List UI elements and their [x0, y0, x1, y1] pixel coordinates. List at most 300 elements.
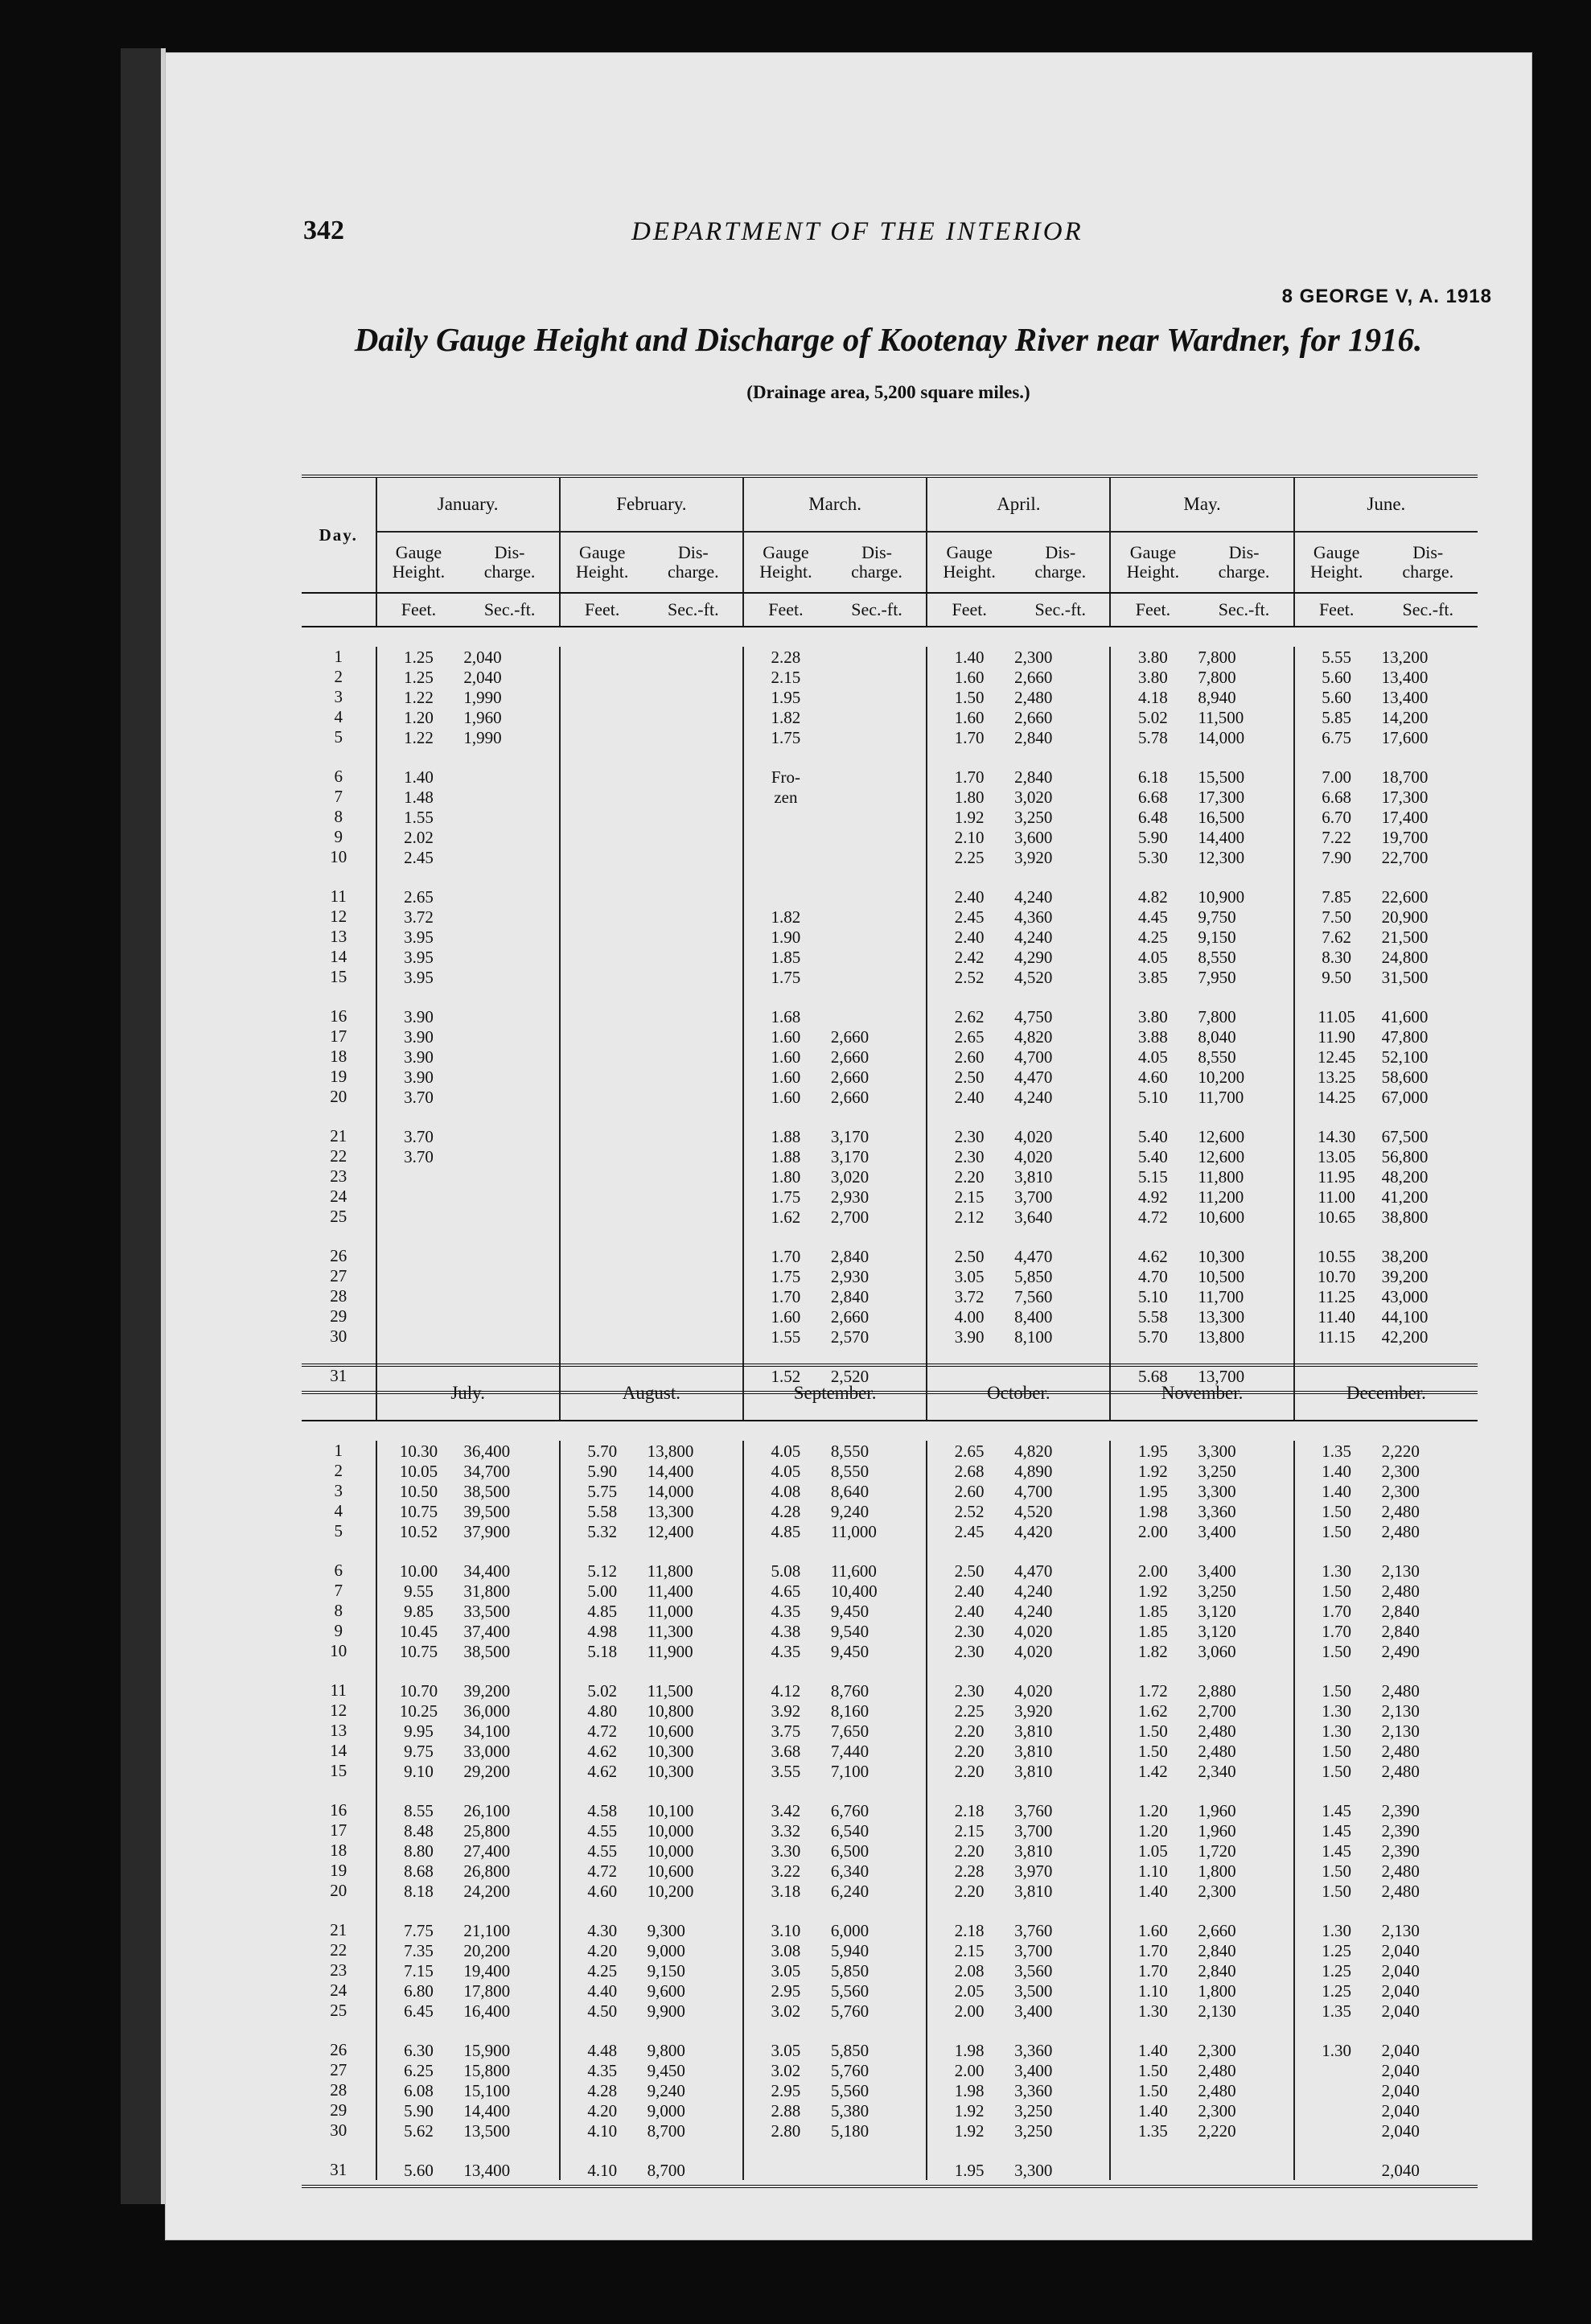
- gauge-height-cell: 7.22: [1294, 827, 1379, 847]
- day-number: 26: [330, 1246, 347, 1265]
- gauge-height-cell: 4.60: [560, 1881, 644, 1901]
- gauge-height-cell: [560, 667, 644, 687]
- discharge-cell: 2,480: [1198, 2060, 1236, 2080]
- month-header: June.: [1294, 478, 1478, 532]
- discharge-cell: 5,180: [830, 2120, 870, 2141]
- gauge-height-cell: 2.25: [927, 847, 1011, 867]
- gauge-height-cell: 1.55: [376, 807, 461, 827]
- discharge-cell: 2,040: [1381, 2040, 1420, 2060]
- gauge-height-cell: [560, 1126, 644, 1146]
- gauge-height-cell: 9.10: [376, 1761, 461, 1781]
- gauge-height-cell: 6.08: [376, 2080, 461, 2100]
- gauge-height-cell: [1110, 2160, 1194, 2180]
- gauge-height-cell: 9.55: [376, 1581, 461, 1601]
- gauge-height-cell: 1.70: [927, 767, 1011, 787]
- gauge-height-label-2: Height.: [576, 561, 629, 582]
- table-jul-dec: [302, 1364, 1478, 2188]
- gauge-height-cell: 2.30: [927, 1641, 1011, 1661]
- day-number: 10: [330, 1641, 347, 1660]
- month-header: July.: [376, 1367, 560, 1421]
- day-number: 31: [330, 1366, 347, 1385]
- day-number: 19: [330, 1861, 347, 1880]
- discharge-cell: 2,480: [1381, 1861, 1420, 1881]
- discharge-label-2: charge.: [1402, 561, 1454, 582]
- gauge-height-cell: 3.95: [376, 927, 461, 947]
- gauge-height-cell: 1.10: [1110, 1981, 1194, 2001]
- discharge-cell: 10,600: [1198, 1207, 1245, 1227]
- discharge-cell: 2,660: [1198, 1920, 1236, 1940]
- discharge-cell: 3,640: [1014, 1207, 1053, 1227]
- gauge-height-cell: 6.30: [376, 2040, 461, 2060]
- discharge-cell: 25,800: [463, 1820, 511, 1841]
- gauge-height-header: [1110, 532, 1194, 593]
- discharge-cell: 29,200: [463, 1761, 511, 1781]
- gauge-height-cell: 4.72: [560, 1721, 644, 1741]
- table-row: [302, 1461, 1478, 1481]
- gauge-height-cell: 2.88: [743, 2100, 828, 2120]
- discharge-cell: [460, 1146, 559, 1166]
- discharge-cell: 2,300: [1381, 1481, 1420, 1501]
- gauge-height-cell: [560, 727, 644, 747]
- gauge-height-cell: 4.58: [560, 1800, 644, 1820]
- discharge-cell: 5,850: [1014, 1266, 1053, 1286]
- day-number: 21: [330, 1126, 347, 1146]
- day-number: 22: [330, 1146, 347, 1166]
- gauge-height-cell: 2.65: [927, 1026, 1011, 1047]
- gauge-height-cell: [560, 1286, 644, 1306]
- discharge-cell: 4,470: [1014, 1561, 1053, 1581]
- gauge-height-cell: 1.98: [1110, 1501, 1194, 1521]
- discharge-cell: 14,200: [1381, 707, 1429, 727]
- day-number: 2: [334, 667, 343, 686]
- gauge-height-cell: 2.28: [743, 647, 828, 667]
- gauge-height-header: [743, 532, 828, 593]
- discharge-cell: 2,480: [1381, 1761, 1420, 1781]
- discharge-label-1: Dis-: [1045, 542, 1076, 562]
- gauge-height-cell: 1.40: [927, 647, 1011, 667]
- discharge-cell: 19,700: [1381, 827, 1429, 847]
- gauge-height-cell: 8.30: [1294, 947, 1379, 967]
- day-number: 26: [330, 2040, 347, 2059]
- gauge-height-cell: 9.50: [1294, 967, 1379, 987]
- discharge-cell: 8,550: [830, 1441, 870, 1461]
- discharge-cell: 9,450: [647, 2060, 685, 2080]
- discharge-cell: [828, 787, 927, 807]
- gauge-height-cell: 1.35: [1294, 2001, 1379, 2021]
- gauge-height-cell: 3.32: [743, 1820, 828, 1841]
- table-row: [302, 707, 1478, 727]
- gauge-height-cell: 2.65: [927, 1441, 1011, 1461]
- gauge-height-cell: [560, 1306, 644, 1327]
- discharge-cell: 2,220: [1381, 1441, 1420, 1461]
- discharge-cell: [460, 1246, 559, 1266]
- gauge-height-cell: 3.68: [743, 1741, 828, 1761]
- table-row: [302, 1920, 1478, 1940]
- discharge-cell: 8,040: [1198, 1026, 1236, 1047]
- gauge-height-cell: [560, 1207, 644, 1227]
- gauge-height-cell: [560, 927, 644, 947]
- gauge-height-cell: 11.05: [1294, 1006, 1379, 1026]
- gauge-height-cell: 3.18: [743, 1881, 828, 1901]
- discharge-header: [1194, 532, 1293, 593]
- gauge-height-cell: 1.60: [743, 1067, 828, 1087]
- gauge-height-cell: 5.70: [1110, 1327, 1194, 1347]
- gauge-height-cell: 10.00: [376, 1561, 461, 1581]
- discharge-cell: 5,850: [830, 2040, 870, 2060]
- discharge-cell: [460, 767, 559, 787]
- table-row: [302, 947, 1478, 967]
- gauge-height-cell: 10.25: [376, 1701, 461, 1721]
- discharge-cell: 2,480: [1381, 1881, 1420, 1901]
- discharge-cell: 12,400: [647, 1521, 694, 1541]
- discharge-cell: 16,400: [463, 2001, 511, 2021]
- gauge-height-cell: 1.95: [1110, 1481, 1194, 1501]
- discharge-cell: 2,840: [1198, 1960, 1236, 1981]
- gauge-height-cell: 1.50: [1294, 1881, 1379, 1901]
- gauge-height-cell: 6.25: [376, 2060, 461, 2080]
- discharge-cell: 3,810: [1014, 1741, 1053, 1761]
- table-row: [302, 907, 1478, 927]
- discharge-cell: 4,700: [1014, 1481, 1053, 1501]
- discharge-cell: [828, 687, 927, 707]
- table-row: [302, 1266, 1478, 1286]
- gauge-height-cell: 3.30: [743, 1841, 828, 1861]
- discharge-cell: 38,500: [463, 1641, 511, 1661]
- discharge-cell: 8,400: [1014, 1306, 1053, 1327]
- gauge-height-cell: 5.40: [1110, 1126, 1194, 1146]
- discharge-cell: 3,060: [1198, 1641, 1236, 1661]
- gauge-height-cell: 7.00: [1294, 767, 1379, 787]
- gauge-height-cell: [560, 1187, 644, 1207]
- gauge-height-cell: 4.10: [560, 2160, 644, 2180]
- gauge-height-cell: 2.15: [927, 1187, 1011, 1207]
- table-row: [302, 2080, 1478, 2100]
- day-number: 9: [334, 827, 343, 846]
- discharge-cell: 14,400: [1198, 827, 1245, 847]
- month-header: February.: [560, 478, 743, 532]
- gauge-height-cell: 4.25: [560, 1960, 644, 1981]
- discharge-cell: 2,040: [463, 647, 502, 667]
- discharge-cell: [644, 1266, 743, 1286]
- table-jan-jun: [302, 475, 1478, 1394]
- discharge-cell: 9,450: [830, 1641, 870, 1661]
- gauge-height-cell: [560, 907, 644, 927]
- discharge-cell: [460, 1286, 559, 1306]
- table-row: [302, 1006, 1478, 1026]
- day-number: 22: [330, 1940, 347, 1960]
- gauge-height-cell: 1.20: [376, 707, 461, 727]
- discharge-cell: 17,800: [463, 1981, 511, 2001]
- discharge-cell: [1194, 2160, 1293, 2180]
- gauge-height-cell: 1.92: [927, 807, 1011, 827]
- gauge-height-cell: 4.98: [560, 1621, 644, 1641]
- gauge-height-cell: Fro-: [743, 767, 828, 787]
- gauge-height-cell: 8.80: [376, 1841, 461, 1861]
- gauge-height-cell: 3.72: [376, 907, 461, 927]
- session-mark: 8 GEORGE V, A. 1918: [1281, 286, 1492, 307]
- discharge-cell: [828, 807, 927, 827]
- month-header: March.: [743, 478, 927, 532]
- discharge-cell: [828, 827, 927, 847]
- discharge-cell: 7,800: [1198, 667, 1236, 687]
- gauge-height-cell: 5.55: [1294, 647, 1379, 667]
- discharge-cell: 8,550: [1198, 947, 1236, 967]
- table-row: [302, 927, 1478, 947]
- unit-sec-ft: Sec.-ft.: [1011, 593, 1110, 627]
- gauge-height-cell: 2.20: [927, 1721, 1011, 1741]
- discharge-cell: [460, 1067, 559, 1087]
- discharge-cell: [828, 907, 927, 927]
- gauge-height-cell: 1.30: [1294, 1561, 1379, 1581]
- gauge-height-cell: 9.75: [376, 1741, 461, 1761]
- gauge-height-cell: 2.40: [927, 1601, 1011, 1621]
- gauge-height-cell: 5.75: [560, 1481, 644, 1501]
- gauge-height-cell: 1.50: [1294, 1521, 1379, 1541]
- gauge-height-cell: 13.25: [1294, 1067, 1379, 1087]
- gauge-height-cell: 3.70: [376, 1087, 461, 1107]
- gauge-height-cell: 1.68: [743, 1006, 828, 1026]
- table-row: [302, 1881, 1478, 1901]
- discharge-cell: 2,840: [1381, 1601, 1420, 1621]
- discharge-cell: 2,130: [1381, 1701, 1420, 1721]
- gauge-height-cell: [560, 947, 644, 967]
- discharge-cell: 8,640: [830, 1481, 870, 1501]
- day-number: 15: [330, 967, 347, 986]
- discharge-cell: 2,130: [1381, 1920, 1420, 1940]
- gauge-height-cell: 8.18: [376, 1881, 461, 1901]
- gauge-height-cell: [743, 886, 828, 907]
- gauge-height-cell: 4.40: [560, 1981, 644, 2001]
- day-number: 13: [330, 1721, 347, 1740]
- gauge-height-cell: [376, 1207, 461, 1227]
- discharge-cell: 2,130: [1381, 1561, 1420, 1581]
- gauge-height-cell: 1.60: [743, 1306, 828, 1327]
- unit-feet: Feet.: [560, 593, 644, 627]
- gauge-height-cell: 2.30: [927, 1146, 1011, 1166]
- discharge-cell: [460, 807, 559, 827]
- discharge-header: [1011, 532, 1110, 593]
- discharge-cell: 2,840: [1014, 767, 1053, 787]
- table-row: [302, 1741, 1478, 1761]
- gauge-height-cell: [560, 1087, 644, 1107]
- discharge-cell: [644, 787, 743, 807]
- gauge-height-cell: 9.95: [376, 1721, 461, 1741]
- discharge-label-2: charge.: [667, 561, 719, 582]
- discharge-cell: 2,700: [1198, 1701, 1236, 1721]
- gauge-height-cell: 4.62: [1110, 1246, 1194, 1266]
- gauge-height-cell: 1.95: [1110, 1441, 1194, 1461]
- unit-sec-ft: Sec.-ft.: [1379, 593, 1478, 627]
- discharge-cell: 1,720: [1198, 1841, 1236, 1861]
- discharge-cell: 7,800: [1198, 647, 1236, 667]
- gauge-height-cell: 5.10: [1110, 1286, 1194, 1306]
- gauge-height-cell: 1.92: [927, 2100, 1011, 2120]
- discharge-cell: 11,400: [647, 1581, 693, 1601]
- table-row: [302, 1187, 1478, 1207]
- day-number: 17: [330, 1026, 347, 1046]
- gauge-height-cell: 1.88: [743, 1146, 828, 1166]
- gauge-height-cell: 2.45: [927, 1521, 1011, 1541]
- gauge-height-cell: 3.75: [743, 1721, 828, 1741]
- gauge-height-cell: 1.40: [376, 767, 461, 787]
- gauge-height-cell: 2.45: [376, 847, 461, 867]
- gauge-height-cell: 1.60: [927, 707, 1011, 727]
- discharge-cell: [644, 1047, 743, 1067]
- discharge-cell: [644, 1327, 743, 1347]
- table-row: [302, 2001, 1478, 2021]
- discharge-cell: 2,390: [1381, 1800, 1420, 1820]
- gauge-height-cell: 1.60: [927, 667, 1011, 687]
- gauge-height-label-1: Gauge: [1313, 542, 1360, 562]
- discharge-cell: 13,400: [1381, 667, 1429, 687]
- gauge-height-cell: 4.18: [1110, 687, 1194, 707]
- discharge-cell: 2,040: [1381, 2001, 1420, 2021]
- discharge-cell: 4,470: [1014, 1246, 1053, 1266]
- gauge-height-cell: 1.25: [1294, 1940, 1379, 1960]
- discharge-cell: [828, 667, 927, 687]
- discharge-cell: 4,820: [1014, 1026, 1053, 1047]
- gauge-height-cell: 7.50: [1294, 907, 1379, 927]
- day-number: 24: [330, 1981, 347, 2000]
- discharge-cell: 3,360: [1014, 2040, 1053, 2060]
- gauge-height-cell: 2.30: [927, 1126, 1011, 1146]
- gauge-height-cell: 5.58: [1110, 1306, 1194, 1327]
- discharge-cell: 2,040: [1381, 1960, 1420, 1981]
- day-number: 16: [330, 1006, 347, 1026]
- gauge-height-cell: 4.12: [743, 1680, 828, 1701]
- discharge-cell: 2,520: [830, 1366, 870, 1386]
- discharge-cell: 4,020: [1014, 1680, 1053, 1701]
- discharge-cell: 20,200: [463, 1940, 511, 1960]
- discharge-cell: [644, 1306, 743, 1327]
- discharge-cell: 2,840: [1381, 1621, 1420, 1641]
- discharge-cell: 1,990: [463, 727, 502, 747]
- discharge-cell: 2,340: [1198, 1761, 1236, 1781]
- discharge-cell: 36,400: [463, 1441, 511, 1461]
- gauge-height-cell: 3.55: [743, 1761, 828, 1781]
- discharge-cell: [644, 767, 743, 787]
- gauge-height-cell: 1.50: [1110, 2080, 1194, 2100]
- month-header: October.: [927, 1367, 1110, 1421]
- gauge-height-cell: 3.10: [743, 1920, 828, 1940]
- discharge-cell: 44,100: [1381, 1306, 1429, 1327]
- month-header-row: [302, 478, 1478, 532]
- gauge-height-cell: 3.80: [1110, 1006, 1194, 1026]
- discharge-cell: 2,300: [1198, 2100, 1236, 2120]
- table-row: [302, 1521, 1478, 1541]
- gauge-height-cell: 1.75: [743, 967, 828, 987]
- discharge-cell: [460, 1266, 559, 1286]
- discharge-cell: [828, 967, 927, 987]
- day-number: 5: [334, 727, 343, 747]
- discharge-cell: 2,040: [463, 667, 502, 687]
- discharge-cell: 4,750: [1014, 1006, 1053, 1026]
- gauge-height-cell: 2.50: [927, 1561, 1011, 1581]
- discharge-cell: 11,900: [647, 1641, 693, 1661]
- gauge-height-cell: 1.98: [927, 2040, 1011, 2060]
- gauge-height-cell: 1.70: [1110, 1940, 1194, 1960]
- gauge-height-cell: 1.40: [1294, 1481, 1379, 1501]
- gauge-height-cell: [560, 847, 644, 867]
- discharge-cell: 11,700: [1198, 1087, 1244, 1107]
- gauge-height-cell: [743, 847, 828, 867]
- gauge-height-cell: 6.48: [1110, 807, 1194, 827]
- gauge-height-cell: [560, 1026, 644, 1047]
- discharge-cell: [460, 1126, 559, 1146]
- discharge-cell: 13,800: [1198, 1327, 1245, 1347]
- discharge-cell: 2,660: [1014, 707, 1053, 727]
- discharge-cell: [460, 886, 559, 907]
- gauge-height-cell: 1.70: [1294, 1621, 1379, 1641]
- gauge-height-label-1: Gauge: [946, 542, 993, 562]
- discharge-label-1: Dis-: [1228, 542, 1260, 562]
- discharge-cell: 52,100: [1381, 1047, 1429, 1067]
- gauge-height-header: [927, 532, 1011, 593]
- discharge-cell: [644, 927, 743, 947]
- unit-feet: Feet.: [927, 593, 1011, 627]
- gauge-height-cell: [376, 1246, 461, 1266]
- discharge-cell: 4,020: [1014, 1621, 1053, 1641]
- gauge-height-cell: 5.70: [560, 1441, 644, 1461]
- discharge-cell: 33,500: [463, 1601, 511, 1621]
- discharge-cell: [644, 1026, 743, 1047]
- discharge-cell: 31,500: [1381, 967, 1429, 987]
- table-row: [302, 1581, 1478, 1601]
- discharge-cell: 14,400: [647, 1461, 694, 1481]
- discharge-cell: 39,200: [1381, 1266, 1429, 1286]
- discharge-cell: [644, 707, 743, 727]
- gauge-height-cell: 3.08: [743, 1940, 828, 1960]
- gauge-height-cell: 10.52: [376, 1521, 461, 1541]
- day-column-header: Day.: [302, 478, 376, 593]
- gauge-height-cell: 3.02: [743, 2060, 828, 2080]
- gauge-height-cell: 7.85: [1294, 886, 1379, 907]
- discharge-cell: 10,000: [647, 1820, 694, 1841]
- gauge-height-cell: 1.22: [376, 687, 461, 707]
- discharge-cell: 2,840: [1014, 727, 1053, 747]
- discharge-cell: [644, 967, 743, 987]
- gauge-height-cell: [560, 647, 644, 667]
- day-number: 2: [334, 1461, 343, 1480]
- gauge-height-label-2: Height.: [1126, 561, 1180, 582]
- discharge-cell: 31,800: [463, 1581, 511, 1601]
- table-row: [302, 1026, 1478, 1047]
- gauge-height-cell: [560, 767, 644, 787]
- discharge-cell: 3,120: [1198, 1621, 1236, 1641]
- gauge-height-cell: 1.82: [743, 707, 828, 727]
- discharge-cell: 10,100: [647, 1800, 694, 1820]
- discharge-cell: 4,520: [1014, 1501, 1053, 1521]
- discharge-cell: 67,000: [1381, 1087, 1429, 1107]
- discharge-cell: 34,700: [463, 1461, 511, 1481]
- gauge-height-cell: 5.68: [1110, 1366, 1194, 1386]
- discharge-cell: 2,930: [830, 1187, 870, 1207]
- gauge-height-cell: 1.70: [743, 1246, 828, 1266]
- gauge-height-cell: 2.40: [927, 927, 1011, 947]
- discharge-cell: [644, 647, 743, 667]
- discharge-cell: 5,760: [830, 2060, 870, 2080]
- table-row: [302, 1286, 1478, 1306]
- gauge-height-cell: 11.90: [1294, 1026, 1379, 1047]
- discharge-cell: 10,900: [1198, 886, 1245, 907]
- gauge-height-cell: [560, 1166, 644, 1187]
- gauge-height-cell: 10.05: [376, 1461, 461, 1481]
- gauge-height-label-1: Gauge: [578, 542, 626, 562]
- discharge-cell: 17,400: [1381, 807, 1429, 827]
- discharge-cell: 47,800: [1381, 1026, 1429, 1047]
- day-number: 4: [334, 707, 343, 726]
- discharge-label-1: Dis-: [861, 542, 892, 562]
